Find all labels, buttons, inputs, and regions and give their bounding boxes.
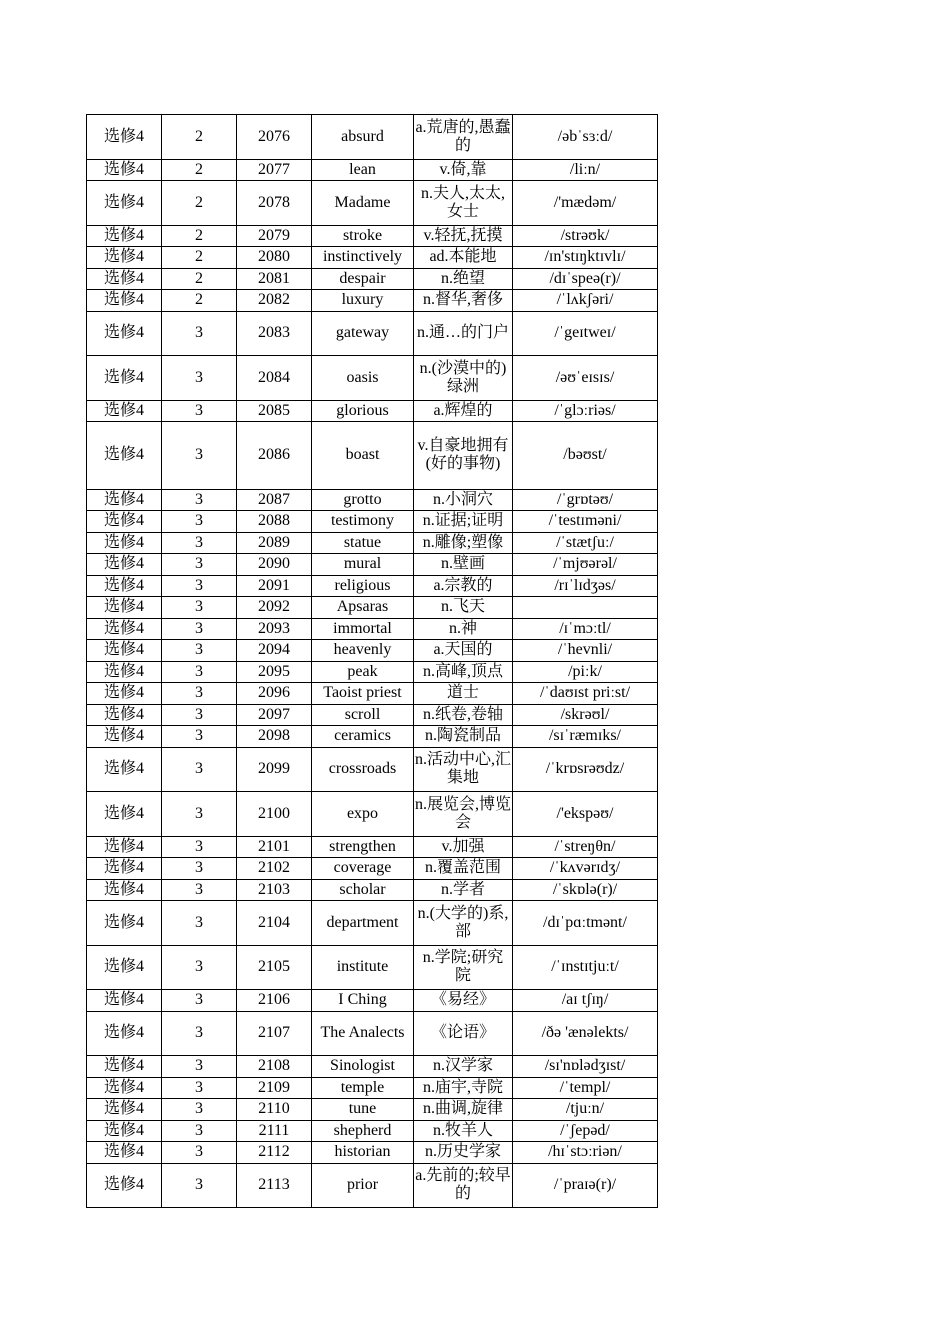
word-number-cell: 2097 — [237, 704, 312, 726]
chinese-meaning-cell: n.覆盖范围 — [414, 858, 513, 880]
chinese-meaning-cell: a.先前的;较早的 — [414, 1163, 513, 1208]
unit-cell: 3 — [162, 704, 237, 726]
book-cell: 选修4 — [87, 945, 162, 990]
chinese-meaning-cell: 《论语》 — [414, 1011, 513, 1056]
word-number-cell: 2112 — [237, 1142, 312, 1164]
word-number-cell: 2095 — [237, 661, 312, 683]
book-cell: 选修4 — [87, 704, 162, 726]
phonetic-cell: /hɪˈstɔːriən/ — [513, 1142, 658, 1164]
unit-cell: 3 — [162, 901, 237, 946]
phonetic-cell: /ˈpraɪə(r)/ — [513, 1163, 658, 1208]
chinese-meaning-cell: n.神 — [414, 618, 513, 640]
unit-cell: 3 — [162, 640, 237, 662]
table-row — [87, 422, 658, 490]
book-cell: 选修4 — [87, 532, 162, 554]
english-word-cell: crossroads — [312, 747, 414, 792]
chinese-meaning-cell: n.牧羊人 — [414, 1120, 513, 1142]
table-row — [87, 1077, 658, 1099]
chinese-meaning-cell: n.学者 — [414, 879, 513, 901]
chinese-meaning-cell: n.历史学家 — [414, 1142, 513, 1164]
english-word-cell: historian — [312, 1142, 414, 1164]
chinese-meaning-cell: v.加强 — [414, 836, 513, 858]
unit-cell: 3 — [162, 1077, 237, 1099]
unit-cell: 3 — [162, 511, 237, 533]
table-row — [87, 575, 658, 597]
table-row — [87, 489, 658, 511]
unit-cell: 3 — [162, 858, 237, 880]
chinese-meaning-cell: n.活动中心,汇集地 — [414, 747, 513, 792]
table-row — [87, 747, 658, 792]
book-cell: 选修4 — [87, 290, 162, 312]
book-cell: 选修4 — [87, 400, 162, 422]
table-row — [87, 990, 658, 1012]
book-cell: 选修4 — [87, 879, 162, 901]
unit-cell: 3 — [162, 1056, 237, 1078]
chinese-meaning-cell: n.督华,奢侈 — [414, 290, 513, 312]
english-word-cell: Taoist priest — [312, 683, 414, 705]
english-word-cell: scroll — [312, 704, 414, 726]
english-word-cell: luxury — [312, 290, 414, 312]
phonetic-cell: /dɪˈpɑːtmənt/ — [513, 901, 658, 946]
unit-cell: 3 — [162, 532, 237, 554]
unit-cell: 3 — [162, 489, 237, 511]
english-word-cell: glorious — [312, 400, 414, 422]
table-row — [87, 879, 658, 901]
word-number-cell: 2085 — [237, 400, 312, 422]
book-cell: 选修4 — [87, 792, 162, 837]
phonetic-cell: /liːn/ — [513, 159, 658, 181]
english-word-cell: peak — [312, 661, 414, 683]
book-cell: 选修4 — [87, 311, 162, 356]
chinese-meaning-cell: n.纸卷,卷轴 — [414, 704, 513, 726]
book-cell: 选修4 — [87, 225, 162, 247]
phonetic-cell: /ˈhevnli/ — [513, 640, 658, 662]
phonetic-cell: /ˈskɒlə(r)/ — [513, 879, 658, 901]
book-cell: 选修4 — [87, 511, 162, 533]
english-word-cell: shepherd — [312, 1120, 414, 1142]
phonetic-cell: /ɪˈmɔːtl/ — [513, 618, 658, 640]
vocabulary-table-body — [87, 115, 658, 1208]
english-word-cell: tune — [312, 1099, 414, 1121]
english-word-cell: oasis — [312, 356, 414, 401]
english-word-cell: expo — [312, 792, 414, 837]
unit-cell: 3 — [162, 683, 237, 705]
phonetic-cell: /'ekspəʊ/ — [513, 792, 658, 837]
english-word-cell: temple — [312, 1077, 414, 1099]
unit-cell: 3 — [162, 1142, 237, 1164]
table-row — [87, 683, 658, 705]
phonetic-cell: /ˈgeɪtweɪ/ — [513, 311, 658, 356]
word-number-cell: 2111 — [237, 1120, 312, 1142]
unit-cell: 3 — [162, 422, 237, 490]
book-cell: 选修4 — [87, 356, 162, 401]
phonetic-cell: /ˈstreŋθn/ — [513, 836, 658, 858]
word-number-cell: 2101 — [237, 836, 312, 858]
english-word-cell: immortal — [312, 618, 414, 640]
english-word-cell: prior — [312, 1163, 414, 1208]
phonetic-cell: /ˈkʌvərɪdʒ/ — [513, 858, 658, 880]
english-word-cell: instinctively — [312, 247, 414, 269]
phonetic-cell: /piːk/ — [513, 661, 658, 683]
book-cell: 选修4 — [87, 683, 162, 705]
english-word-cell: heavenly — [312, 640, 414, 662]
unit-cell: 2 — [162, 225, 237, 247]
table-row — [87, 1056, 658, 1078]
phonetic-cell: /rɪˈlɪdʒəs/ — [513, 575, 658, 597]
table-row — [87, 268, 658, 290]
word-number-cell: 2099 — [237, 747, 312, 792]
chinese-meaning-cell: n.学院;研究院 — [414, 945, 513, 990]
english-word-cell: department — [312, 901, 414, 946]
book-cell: 选修4 — [87, 747, 162, 792]
phonetic-cell: /ðə 'ænəlekts/ — [513, 1011, 658, 1056]
book-cell: 选修4 — [87, 422, 162, 490]
book-cell: 选修4 — [87, 661, 162, 683]
english-word-cell: despair — [312, 268, 414, 290]
chinese-meaning-cell: n.(大学的)系,部 — [414, 901, 513, 946]
unit-cell: 3 — [162, 879, 237, 901]
table-row — [87, 836, 658, 858]
book-cell: 选修4 — [87, 597, 162, 619]
word-number-cell: 2092 — [237, 597, 312, 619]
book-cell: 选修4 — [87, 836, 162, 858]
book-cell: 选修4 — [87, 1163, 162, 1208]
table-row — [87, 726, 658, 748]
book-cell: 选修4 — [87, 575, 162, 597]
table-row — [87, 247, 658, 269]
chinese-meaning-cell: n.(沙漠中的)绿洲 — [414, 356, 513, 401]
unit-cell: 3 — [162, 356, 237, 401]
book-cell: 选修4 — [87, 181, 162, 226]
english-word-cell: mural — [312, 554, 414, 576]
word-number-cell: 2084 — [237, 356, 312, 401]
unit-cell: 2 — [162, 247, 237, 269]
table-row — [87, 400, 658, 422]
english-word-cell: strengthen — [312, 836, 414, 858]
word-number-cell: 2105 — [237, 945, 312, 990]
english-word-cell: institute — [312, 945, 414, 990]
word-number-cell: 2096 — [237, 683, 312, 705]
word-number-cell: 2090 — [237, 554, 312, 576]
phonetic-cell: /'mædəm/ — [513, 181, 658, 226]
phonetic-cell: /sɪˈræmɪks/ — [513, 726, 658, 748]
book-cell: 选修4 — [87, 1142, 162, 1164]
chinese-meaning-cell: n.庙宇,寺院 — [414, 1077, 513, 1099]
word-number-cell: 2087 — [237, 489, 312, 511]
unit-cell: 3 — [162, 554, 237, 576]
unit-cell: 3 — [162, 661, 237, 683]
book-cell: 选修4 — [87, 1011, 162, 1056]
table-row — [87, 511, 658, 533]
unit-cell: 2 — [162, 115, 237, 160]
unit-cell: 2 — [162, 159, 237, 181]
english-word-cell: scholar — [312, 879, 414, 901]
word-number-cell: 2086 — [237, 422, 312, 490]
word-number-cell: 2076 — [237, 115, 312, 160]
word-number-cell: 2113 — [237, 1163, 312, 1208]
table-row — [87, 901, 658, 946]
chinese-meaning-cell: n.壁画 — [414, 554, 513, 576]
chinese-meaning-cell: 《易经》 — [414, 990, 513, 1012]
english-word-cell: grotto — [312, 489, 414, 511]
english-word-cell: Apsaras — [312, 597, 414, 619]
table-row — [87, 640, 658, 662]
unit-cell: 3 — [162, 1011, 237, 1056]
unit-cell: 3 — [162, 1120, 237, 1142]
phonetic-cell: /ˈglɔːriəs/ — [513, 400, 658, 422]
phonetic-cell: /əʊˈeɪsɪs/ — [513, 356, 658, 401]
word-number-cell: 2089 — [237, 532, 312, 554]
phonetic-cell: /ɪn'stɪŋktɪvlɪ/ — [513, 247, 658, 269]
english-word-cell: gateway — [312, 311, 414, 356]
word-number-cell: 2077 — [237, 159, 312, 181]
chinese-meaning-cell: a.宗教的 — [414, 575, 513, 597]
phonetic-cell: /ˈɪnstɪtjuːt/ — [513, 945, 658, 990]
table-row — [87, 554, 658, 576]
word-number-cell: 2098 — [237, 726, 312, 748]
table-row — [87, 618, 658, 640]
phonetic-cell: /bəʊst/ — [513, 422, 658, 490]
book-cell: 选修4 — [87, 1056, 162, 1078]
table-row — [87, 115, 658, 160]
chinese-meaning-cell: n.小洞穴 — [414, 489, 513, 511]
phonetic-cell: /ˈlʌkʃəri/ — [513, 290, 658, 312]
phonetic-cell: /ˈkrɒsrəʊdz/ — [513, 747, 658, 792]
chinese-meaning-cell: n.绝望 — [414, 268, 513, 290]
chinese-meaning-cell: n.夫人,太太,女士 — [414, 181, 513, 226]
unit-cell: 3 — [162, 618, 237, 640]
english-word-cell: boast — [312, 422, 414, 490]
phonetic-cell: /aɪ tʃɪŋ/ — [513, 990, 658, 1012]
phonetic-cell: /əbˈsɜːd/ — [513, 115, 658, 160]
book-cell: 选修4 — [87, 640, 162, 662]
table-row — [87, 858, 658, 880]
chinese-meaning-cell: n.飞天 — [414, 597, 513, 619]
unit-cell: 2 — [162, 268, 237, 290]
unit-cell: 3 — [162, 1099, 237, 1121]
unit-cell: 3 — [162, 726, 237, 748]
chinese-meaning-cell: n.汉学家 — [414, 1056, 513, 1078]
phonetic-cell: /sɪ'nɒlədʒɪst/ — [513, 1056, 658, 1078]
phonetic-cell: /dɪˈspeə(r)/ — [513, 268, 658, 290]
book-cell: 选修4 — [87, 1099, 162, 1121]
table-row — [87, 792, 658, 837]
table-row — [87, 181, 658, 226]
unit-cell: 3 — [162, 990, 237, 1012]
unit-cell: 3 — [162, 945, 237, 990]
chinese-meaning-cell: n.陶瓷制品 — [414, 726, 513, 748]
phonetic-cell: /ˈtempl/ — [513, 1077, 658, 1099]
chinese-meaning-cell: n.曲调,旋律 — [414, 1099, 513, 1121]
unit-cell: 3 — [162, 747, 237, 792]
table-row — [87, 597, 658, 619]
book-cell: 选修4 — [87, 268, 162, 290]
unit-cell: 3 — [162, 836, 237, 858]
word-number-cell: 2106 — [237, 990, 312, 1012]
chinese-meaning-cell: n.高峰,顶点 — [414, 661, 513, 683]
phonetic-cell — [513, 597, 658, 619]
book-cell: 选修4 — [87, 1077, 162, 1099]
english-word-cell: statue — [312, 532, 414, 554]
phonetic-cell: /ˈtestɪməni/ — [513, 511, 658, 533]
english-word-cell: testimony — [312, 511, 414, 533]
word-number-cell: 2088 — [237, 511, 312, 533]
table-row — [87, 1099, 658, 1121]
english-word-cell: absurd — [312, 115, 414, 160]
word-number-cell: 2109 — [237, 1077, 312, 1099]
book-cell: 选修4 — [87, 990, 162, 1012]
word-number-cell: 2091 — [237, 575, 312, 597]
table-row — [87, 311, 658, 356]
book-cell: 选修4 — [87, 901, 162, 946]
english-word-cell: Sinologist — [312, 1056, 414, 1078]
unit-cell: 2 — [162, 181, 237, 226]
book-cell: 选修4 — [87, 115, 162, 160]
phonetic-cell: /ˈstætʃuː/ — [513, 532, 658, 554]
phonetic-cell: /ˈdaʊɪst priːst/ — [513, 683, 658, 705]
word-number-cell: 2094 — [237, 640, 312, 662]
english-word-cell: stroke — [312, 225, 414, 247]
table-row — [87, 945, 658, 990]
unit-cell: 2 — [162, 290, 237, 312]
vocabulary-table — [86, 114, 658, 1208]
unit-cell: 3 — [162, 400, 237, 422]
unit-cell: 3 — [162, 575, 237, 597]
book-cell: 选修4 — [87, 618, 162, 640]
table-row — [87, 356, 658, 401]
word-number-cell: 2100 — [237, 792, 312, 837]
chinese-meaning-cell: v.倚,靠 — [414, 159, 513, 181]
book-cell: 选修4 — [87, 554, 162, 576]
chinese-meaning-cell: a.天国的 — [414, 640, 513, 662]
chinese-meaning-cell: v.轻抚,抚摸 — [414, 225, 513, 247]
word-number-cell: 2104 — [237, 901, 312, 946]
book-cell: 选修4 — [87, 1120, 162, 1142]
english-word-cell: coverage — [312, 858, 414, 880]
word-number-cell: 2108 — [237, 1056, 312, 1078]
chinese-meaning-cell: n.证据;证明 — [414, 511, 513, 533]
chinese-meaning-cell: v.自豪地拥有(好的事物) — [414, 422, 513, 490]
chinese-meaning-cell: ad.本能地 — [414, 247, 513, 269]
unit-cell: 3 — [162, 792, 237, 837]
table-row — [87, 661, 658, 683]
chinese-meaning-cell: n.展览会,博览会 — [414, 792, 513, 837]
phonetic-cell: /ˈʃepəd/ — [513, 1120, 658, 1142]
phonetic-cell: /strəʊk/ — [513, 225, 658, 247]
book-cell: 选修4 — [87, 159, 162, 181]
word-number-cell: 2083 — [237, 311, 312, 356]
word-number-cell: 2107 — [237, 1011, 312, 1056]
chinese-meaning-cell: n.通…的门户 — [414, 311, 513, 356]
english-word-cell: lean — [312, 159, 414, 181]
chinese-meaning-cell: n.雕像;塑像 — [414, 532, 513, 554]
table-row — [87, 1011, 658, 1056]
phonetic-cell: /tjuːn/ — [513, 1099, 658, 1121]
unit-cell: 3 — [162, 597, 237, 619]
chinese-meaning-cell: 道士 — [414, 683, 513, 705]
table-row — [87, 225, 658, 247]
unit-cell: 3 — [162, 311, 237, 356]
book-cell: 选修4 — [87, 858, 162, 880]
english-word-cell: Madame — [312, 181, 414, 226]
table-row — [87, 1163, 658, 1208]
english-word-cell: ceramics — [312, 726, 414, 748]
chinese-meaning-cell: a.辉煌的 — [414, 400, 513, 422]
english-word-cell: The Analects — [312, 1011, 414, 1056]
word-number-cell: 2080 — [237, 247, 312, 269]
book-cell: 选修4 — [87, 247, 162, 269]
table-row — [87, 704, 658, 726]
table-row — [87, 1120, 658, 1142]
word-number-cell: 2103 — [237, 879, 312, 901]
phonetic-cell: /skrəʊl/ — [513, 704, 658, 726]
word-number-cell: 2079 — [237, 225, 312, 247]
table-row — [87, 159, 658, 181]
word-number-cell: 2093 — [237, 618, 312, 640]
phonetic-cell: /ˈgrɒtəʊ/ — [513, 489, 658, 511]
phonetic-cell: /ˈmjʊərəl/ — [513, 554, 658, 576]
english-word-cell: religious — [312, 575, 414, 597]
table-row — [87, 1142, 658, 1164]
table-row — [87, 532, 658, 554]
book-cell: 选修4 — [87, 726, 162, 748]
word-number-cell: 2078 — [237, 181, 312, 226]
word-number-cell: 2081 — [237, 268, 312, 290]
chinese-meaning-cell: a.荒唐的,愚蠢的 — [414, 115, 513, 160]
word-number-cell: 2110 — [237, 1099, 312, 1121]
book-cell: 选修4 — [87, 489, 162, 511]
word-number-cell: 2102 — [237, 858, 312, 880]
word-number-cell: 2082 — [237, 290, 312, 312]
unit-cell: 3 — [162, 1163, 237, 1208]
table-row — [87, 290, 658, 312]
english-word-cell: I Ching — [312, 990, 414, 1012]
